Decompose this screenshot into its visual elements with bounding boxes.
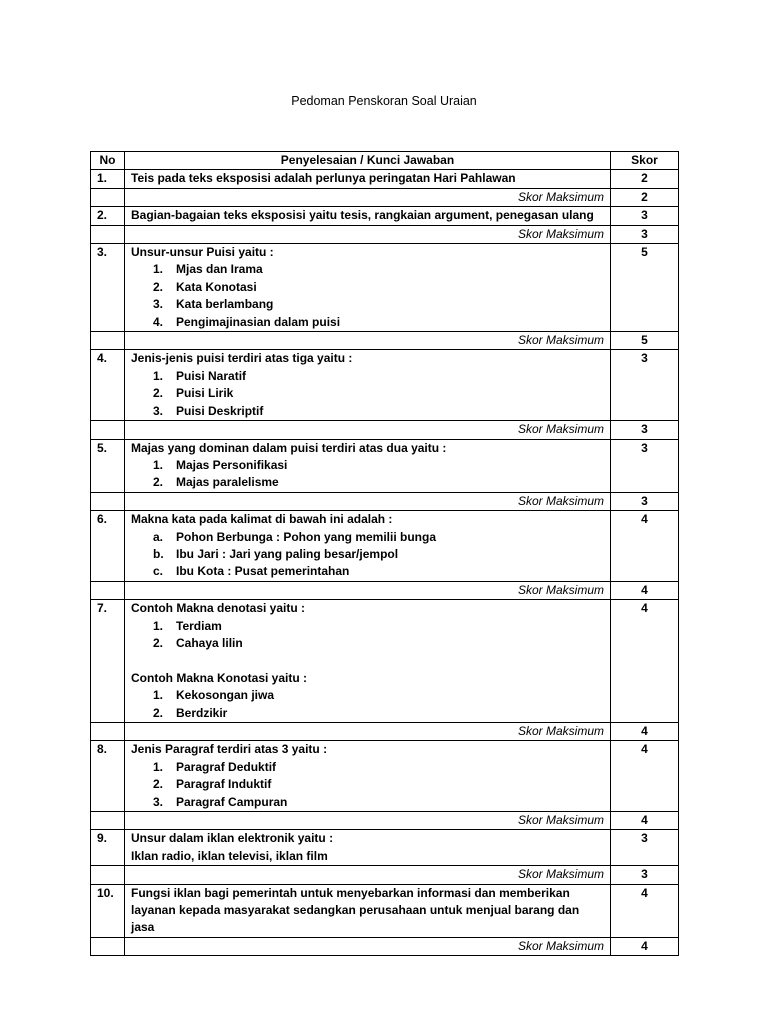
list-marker: 1. — [153, 688, 164, 703]
list-item — [131, 403, 604, 420]
list-marker: 1. — [153, 618, 164, 633]
list-item-text: Kekosongan jiwa — [176, 688, 275, 703]
list-marker: 3. — [153, 403, 164, 418]
max-score-row — [91, 188, 679, 206]
max-score-label: Skor Maksimum — [125, 188, 611, 206]
answer-text: Contoh Makna denotasi yaitu : — [131, 601, 306, 616]
max-score-label: Skor Maksimum — [125, 421, 611, 439]
empty-cell — [91, 812, 125, 830]
list-marker: 1. — [153, 368, 164, 383]
page-title: Pedoman Penskoran Soal Uraian — [291, 94, 477, 108]
max-score-value: 4 — [611, 581, 679, 599]
max-score-row — [91, 812, 679, 830]
scoring-table — [90, 151, 679, 956]
answer-list — [131, 261, 604, 331]
list-marker: a. — [153, 529, 164, 544]
question-number: 1. — [91, 170, 125, 188]
list-item-text: Paragraf Deduktif — [176, 759, 277, 774]
table-row — [91, 511, 679, 582]
table-row — [91, 439, 679, 492]
max-score-value: 4 — [611, 722, 679, 740]
list-item-text: Ibu Jari : Jari yang paling besar/jempol — [176, 546, 399, 561]
score-value: 3 — [611, 350, 679, 421]
answer-text: Jenis Paragraf terdiri atas 3 yaitu : — [131, 742, 328, 757]
table-row — [91, 600, 679, 723]
answer-text: Bagian-bagaian teks eksposisi yaitu tesis, rangkaian argument, penegasan ulang — [131, 208, 594, 223]
empty-cell — [91, 332, 125, 350]
header-score: Skor — [611, 152, 679, 170]
list-item-text: Puisi Deskriptif — [176, 403, 264, 418]
answer-key — [125, 244, 611, 332]
list-item — [131, 618, 604, 635]
list-item-text: Pohon Berbunga : Pohon yang memilii bunga — [176, 529, 437, 544]
list-item — [131, 296, 604, 313]
answer-text: layanan kepada masyarakat sedangkan perusahaan untuk menjual barang dan jasa — [131, 903, 580, 935]
max-score-label: Skor Maksimum — [125, 937, 611, 955]
list-item — [131, 687, 604, 704]
max-score-value: 3 — [611, 421, 679, 439]
answer-text: Unsur dalam iklan elektronik yaitu : — [131, 831, 334, 846]
max-score-label: Skor Maksimum — [125, 332, 611, 350]
list-item — [131, 759, 604, 776]
answer-text: Iklan radio, iklan televisi, iklan film — [131, 848, 328, 863]
answer-key — [125, 439, 611, 492]
list-marker: 4. — [153, 314, 164, 329]
max-score-row — [91, 722, 679, 740]
list-item — [131, 794, 604, 811]
max-score-value: 3 — [611, 866, 679, 884]
max-score-label: Skor Maksimum — [125, 492, 611, 510]
empty-cell — [91, 722, 125, 740]
question-number: 4. — [91, 350, 125, 421]
list-item — [131, 776, 604, 793]
max-score-value: 5 — [611, 332, 679, 350]
list-item — [131, 314, 604, 331]
answer-list — [131, 457, 604, 492]
max-score-label: Skor Maksimum — [125, 866, 611, 884]
max-score-row — [91, 866, 679, 884]
list-marker: 1. — [153, 262, 164, 277]
list-marker: 1. — [153, 759, 164, 774]
answer-key — [125, 741, 611, 812]
list-item-text: Puisi Naratif — [176, 368, 247, 383]
list-item-text: Paragraf Induktif — [176, 777, 272, 792]
question-number: 6. — [91, 511, 125, 582]
max-score-label: Skor Maksimum — [125, 812, 611, 830]
list-item — [131, 279, 604, 296]
answer-key — [125, 884, 611, 937]
table-row — [91, 244, 679, 332]
table-row — [91, 830, 679, 866]
list-item — [131, 705, 604, 722]
table-row — [91, 170, 679, 188]
empty-cell — [91, 421, 125, 439]
empty-cell — [91, 492, 125, 510]
list-item — [131, 635, 604, 652]
answer-key — [125, 600, 611, 723]
max-score-row — [91, 937, 679, 955]
score-value: 4 — [611, 600, 679, 723]
score-value: 2 — [611, 170, 679, 188]
max-score-label: Skor Maksimum — [125, 581, 611, 599]
max-score-value: 4 — [611, 812, 679, 830]
answer-key — [125, 170, 611, 188]
max-score-value: 2 — [611, 188, 679, 206]
list-item-text: Berdzikir — [176, 705, 228, 720]
spacer — [131, 652, 604, 669]
list-item-text: Pengimajinasian dalam puisi — [176, 314, 341, 329]
list-item — [131, 385, 604, 402]
score-value: 3 — [611, 207, 679, 225]
list-item-text: Majas paralelisme — [176, 475, 279, 490]
max-score-label: Skor Maksimum — [125, 225, 611, 243]
list-item-text: Majas Personifikasi — [176, 457, 288, 472]
empty-cell — [91, 866, 125, 884]
list-item-text: Cahaya lilin — [176, 635, 243, 650]
list-marker: 3. — [153, 297, 164, 312]
list-marker: 2. — [153, 386, 164, 401]
score-value: 4 — [611, 741, 679, 812]
list-item-text: Kata Konotasi — [176, 279, 257, 294]
list-marker: 1. — [153, 457, 164, 472]
list-marker: b. — [153, 546, 164, 561]
table-row — [91, 884, 679, 937]
max-score-value: 4 — [611, 937, 679, 955]
list-item-text: Terdiam — [176, 618, 222, 633]
max-score-row — [91, 492, 679, 510]
score-value: 4 — [611, 884, 679, 937]
max-score-value: 3 — [611, 225, 679, 243]
list-marker: 3. — [153, 794, 164, 809]
max-score-row — [91, 332, 679, 350]
answer-list — [131, 368, 604, 420]
question-number: 9. — [91, 830, 125, 866]
list-item — [131, 474, 604, 491]
table-header-row — [91, 152, 679, 170]
answer-key — [125, 350, 611, 421]
question-number: 3. — [91, 244, 125, 332]
score-value: 3 — [611, 830, 679, 866]
list-marker: c. — [153, 564, 164, 579]
question-number: 2. — [91, 207, 125, 225]
answer-text: Teis pada teks eksposisi adalah perlunya peringatan Hari Pahlawan — [131, 171, 516, 186]
score-value: 3 — [611, 439, 679, 492]
list-item — [131, 368, 604, 385]
answer-list — [131, 529, 604, 581]
list-item-text: Paragraf Campuran — [176, 794, 288, 809]
answer-text: Contoh Makna Konotasi yaitu : — [131, 670, 308, 685]
list-item-text: Puisi Lirik — [176, 386, 234, 401]
max-score-value: 3 — [611, 492, 679, 510]
answer-text: Unsur-unsur Puisi yaitu : — [131, 245, 274, 260]
list-item-text: Ibu Kota : Pusat pemerintahan — [176, 564, 350, 579]
answer-key — [125, 511, 611, 582]
answer-list — [131, 687, 604, 722]
list-item-text: Mjas dan Irama — [176, 262, 263, 277]
question-number: 7. — [91, 600, 125, 723]
answer-text: Fungsi iklan bagi pemerintah untuk menyebarkan informasi dan memberikan — [131, 885, 570, 900]
question-number: 8. — [91, 741, 125, 812]
empty-cell — [91, 937, 125, 955]
score-value: 5 — [611, 244, 679, 332]
list-item — [131, 261, 604, 278]
max-score-row — [91, 581, 679, 599]
table-row — [91, 741, 679, 812]
header-answer: Penyelesaian / Kunci Jawaban — [125, 152, 611, 170]
list-item — [131, 457, 604, 474]
list-marker: 2. — [153, 279, 164, 294]
table-row — [91, 207, 679, 225]
empty-cell — [91, 225, 125, 243]
table-body — [91, 170, 679, 956]
question-number: 10. — [91, 884, 125, 937]
list-marker: 2. — [153, 475, 164, 490]
list-item — [131, 529, 604, 546]
answer-key — [125, 830, 611, 866]
list-item — [131, 563, 604, 580]
list-marker: 2. — [153, 777, 164, 792]
empty-cell — [91, 581, 125, 599]
list-marker: 2. — [153, 705, 164, 720]
list-item — [131, 546, 604, 563]
max-score-row — [91, 421, 679, 439]
answer-text: Majas yang dominan dalam puisi terdiri atas dua yaitu : — [131, 440, 447, 455]
list-marker: 2. — [153, 635, 164, 650]
question-number: 5. — [91, 439, 125, 492]
answer-text: Jenis-jenis puisi terdiri atas tiga yaitu : — [131, 351, 353, 366]
list-item-text: Kata berlambang — [176, 297, 274, 312]
answer-key — [125, 207, 611, 225]
answer-list — [131, 759, 604, 811]
answer-text: Makna kata pada kalimat di bawah ini adalah : — [131, 512, 393, 527]
score-value: 4 — [611, 511, 679, 582]
answer-list — [131, 618, 604, 653]
header-no: No — [91, 152, 125, 170]
table-row — [91, 350, 679, 421]
max-score-row — [91, 225, 679, 243]
max-score-label: Skor Maksimum — [125, 722, 611, 740]
empty-cell — [91, 188, 125, 206]
